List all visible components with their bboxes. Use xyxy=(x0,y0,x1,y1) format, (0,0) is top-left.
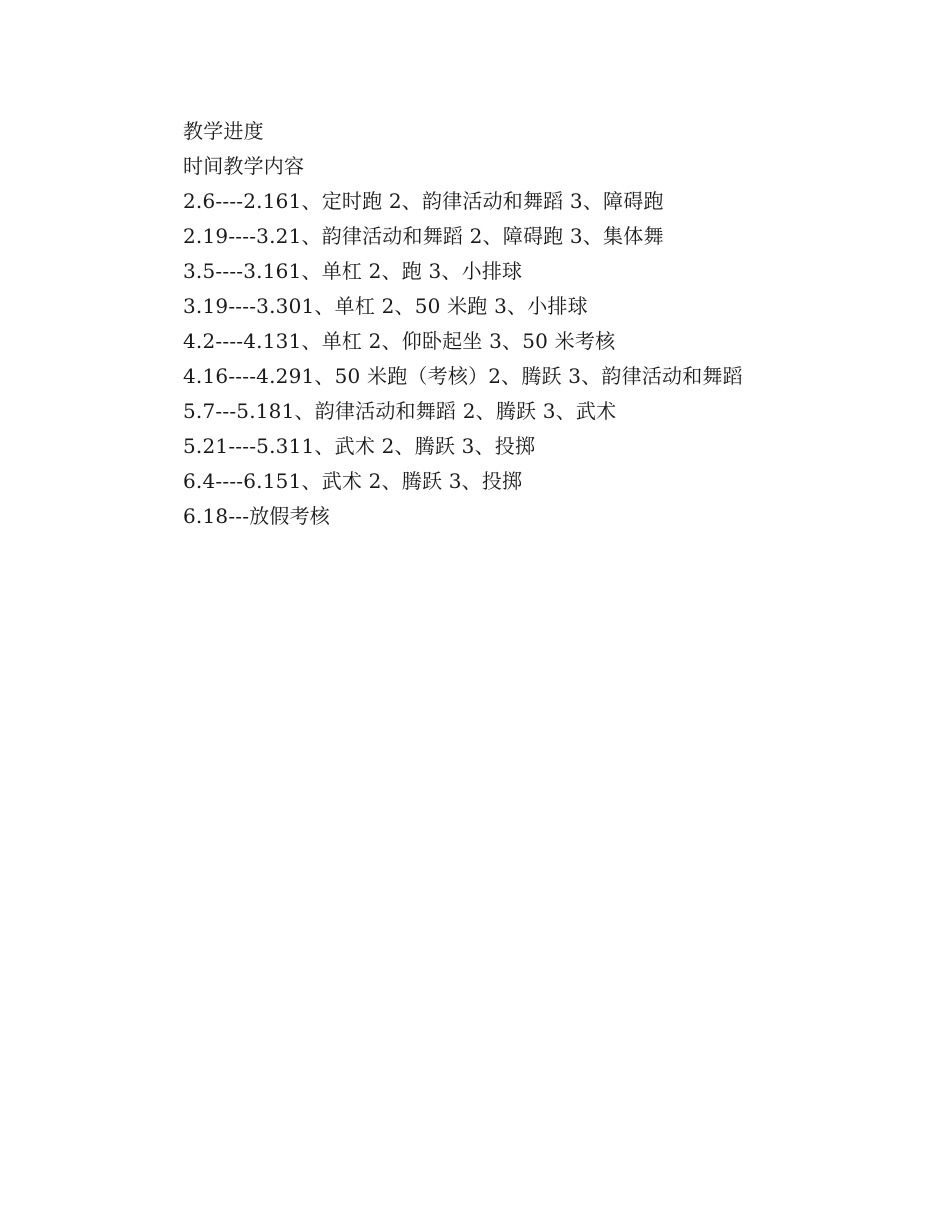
document-body xyxy=(183,114,883,534)
schedule-row: 6.18---放假考核 xyxy=(183,504,331,528)
schedule-row: 3.19----3.301、单杠 2、50 米跑 3、小排球 xyxy=(183,294,588,318)
schedule-row: 4.2----4.131、单杠 2、仰卧起坐 3、50 米考核 xyxy=(183,329,616,353)
schedule-row: 2.6----2.161、定时跑 2、韵律活动和舞蹈 3、障碍跑 xyxy=(183,189,664,213)
document-title: 教学进度 xyxy=(183,119,264,143)
schedule-row: 2.19----3.21、韵律活动和舞蹈 2、障碍跑 3、集体舞 xyxy=(183,224,664,248)
schedule-row: 6.4----6.151、武术 2、腾跃 3、投掷 xyxy=(183,469,523,493)
schedule-row: 4.16----4.291、50 米跑（考核）2、腾跃 3、韵律活动和舞蹈 xyxy=(183,364,743,388)
schedule-header: 时间教学内容 xyxy=(183,154,305,178)
schedule-row: 5.7---5.181、韵律活动和舞蹈 2、腾跃 3、武术 xyxy=(183,399,617,423)
schedule-row: 5.21----5.311、武术 2、腾跃 3、投掷 xyxy=(183,434,536,458)
schedule-row: 3.5----3.161、单杠 2、跑 3、小排球 xyxy=(183,259,523,283)
